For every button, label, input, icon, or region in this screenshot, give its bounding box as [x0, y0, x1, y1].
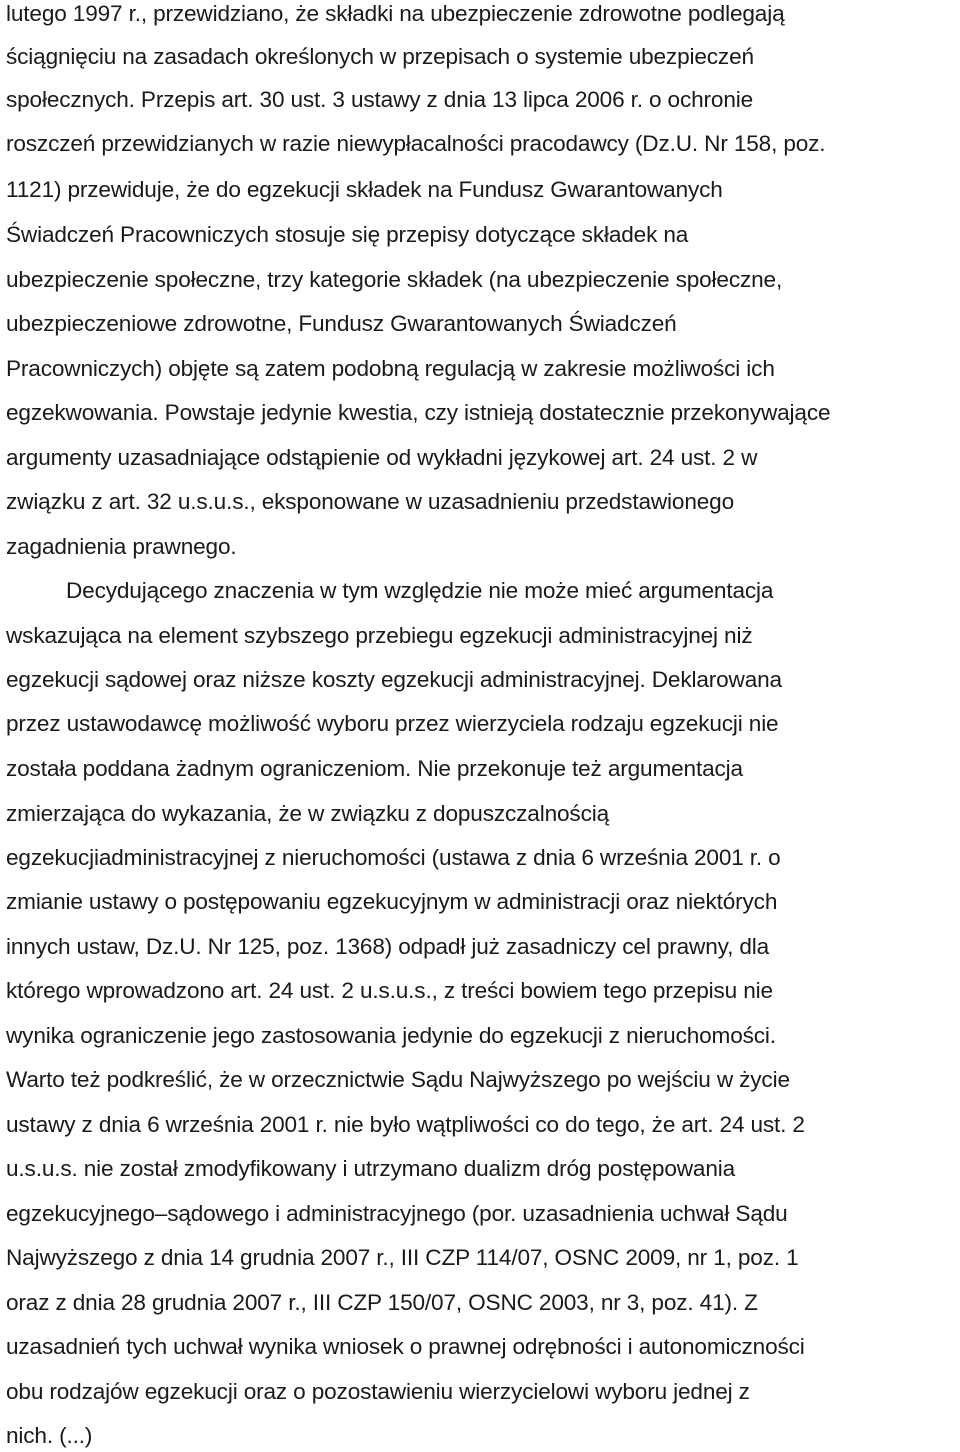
text-line: ubezpieczeniowe zdrowotne, Fundusz Gwarantowanych Świadczeń	[6, 311, 677, 336]
text-line: zmianie ustawy o postępowaniu egzekucyjnym w administracji oraz niektórych	[6, 889, 778, 914]
text-line: roszczeń przewidzianych w razie niewypłacalności pracodawcy (Dz.U. Nr 158, poz.	[6, 131, 826, 156]
text-line: ustawy z dnia 6 września 2001 r. nie było wątpliwości co do tego, że art. 24 ust. 2	[6, 1112, 805, 1137]
text-line: Najwyższego z dnia 14 grudnia 2007 r., III CZP 114/07, OSNC 2009, nr 1, poz. 1	[6, 1245, 799, 1270]
text-line: wynika ograniczenie jego zastosowania jedynie do egzekucji z nieruchomości.	[6, 1023, 776, 1048]
text-line: Warto też podkreślić, że w orzecznictwie Sądu Najwyższego po wejściu w życie	[6, 1067, 790, 1092]
text-line: którego wprowadzono art. 24 ust. 2 u.s.u.s., z treści bowiem tego przepisu nie	[6, 978, 773, 1003]
text-line: innych ustaw, Dz.U. Nr 125, poz. 1368) odpadł już zasadniczy cel prawny, dla	[6, 934, 770, 959]
text-line: nich. (...)	[6, 1423, 93, 1448]
text-line: lutego 1997 r., przewidziano, że składki na ubezpieczenie zdrowotne podlegają	[6, 1, 785, 26]
text-line: 1121) przewiduje, że do egzekucji składek na Fundusz Gwarantowanych	[6, 177, 723, 202]
text-line: ubezpieczenie społeczne, trzy kategorie składek (na ubezpieczenie społeczne,	[6, 267, 783, 292]
text-line: egzekucyjnego–sądowego i administracyjnego (por. uzasadnienia uchwał Sądu	[6, 1201, 788, 1226]
text-line: egzekwowania. Powstaje jedynie kwestia, czy istnieją dostatecznie przekonywające	[6, 400, 831, 425]
text-line: Pracowniczych) objęte są zatem podobną regulacją w zakresie możliwości ich	[6, 356, 775, 381]
text-line: ściągnięciu na zasadach określonych w przepisach o systemie ubezpieczeń	[6, 44, 754, 69]
text-line: argumenty uzasadniające odstąpienie od wykładni językowej art. 24 ust. 2 w	[6, 445, 758, 470]
text-line: oraz z dnia 28 grudnia 2007 r., III CZP 150/07, OSNC 2003, nr 3, poz. 41). Z	[6, 1290, 758, 1315]
text-line: egzekucjiadministracyjnej z nieruchomości (ustawa z dnia 6 września 2001 r. o	[6, 845, 781, 870]
text-line: społecznych. Przepis art. 30 ust. 3 ustawy z dnia 13 lipca 2006 r. o ochronie	[6, 87, 754, 112]
text-line: zmierzająca do wykazania, że w związku z dopuszczalnością	[6, 801, 610, 826]
text-line: uzasadnień tych uchwał wynika wniosek o prawnej odrębności i autonomiczności	[6, 1334, 805, 1359]
text-line: u.s.u.s. nie został zmodyfikowany i utrzymano dualizm dróg postępowania	[6, 1156, 736, 1181]
text-line: związku z art. 32 u.s.u.s., eksponowane w uzasadnieniu przedstawionego	[6, 489, 734, 514]
text-line: obu rodzajów egzekucji oraz o pozostawieniu wierzycielowi wyboru jednej z	[6, 1379, 750, 1404]
text-line: Decydującego znaczenia w tym względzie nie może mieć argumentacja	[66, 578, 774, 603]
text-line: przez ustawodawcę możliwość wyboru przez wierzyciela rodzaju egzekucji nie	[6, 711, 779, 736]
text-line: zagadnienia prawnego.	[6, 534, 237, 559]
text-line: egzekucji sądowej oraz niższe koszty egzekucji administracyjnej. Deklarowana	[6, 667, 782, 692]
text-line: wskazująca na element szybszego przebiegu egzekucji administracyjnej niż	[6, 623, 753, 648]
text-line: Świadczeń Pracowniczych stosuje się przepisy dotyczące składek na	[6, 222, 689, 247]
text-line: została poddana żadnym ograniczeniom. Nie przekonuje też argumentacja	[6, 756, 743, 781]
